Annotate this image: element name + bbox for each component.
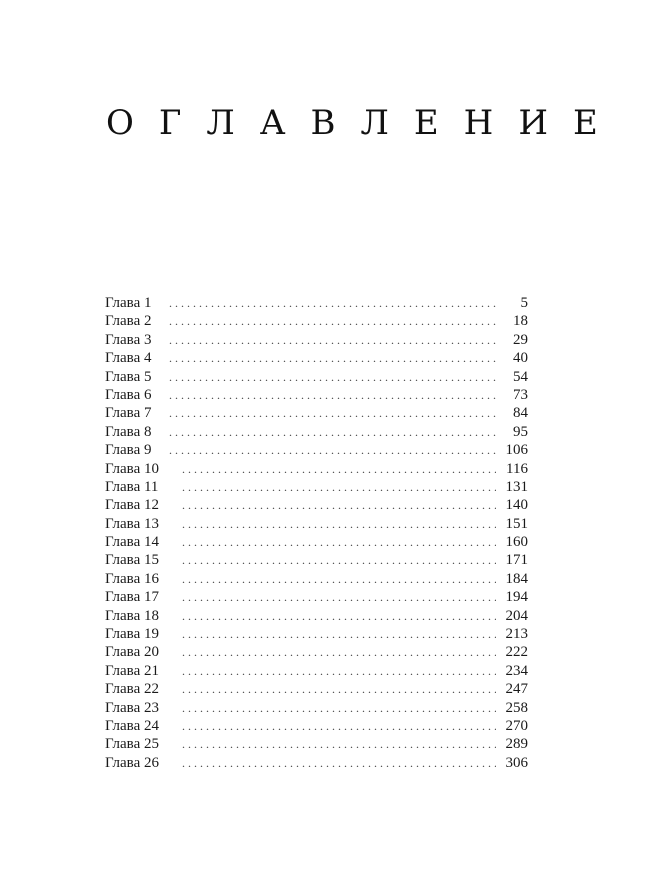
toc-entry-page: 184: [505, 570, 528, 587]
toc-entry-page: 306: [505, 754, 528, 771]
toc-entry-page: 29: [513, 331, 528, 348]
toc-leader-dots: [169, 349, 496, 367]
toc-entry-page: 5: [520, 295, 528, 311]
toc-leader-dots: [182, 754, 496, 772]
toc-entry-page: 194: [505, 589, 528, 606]
toc-entry[interactable]: [105, 294, 528, 312]
toc-entry-page: 84: [513, 405, 528, 422]
toc-entry[interactable]: [105, 368, 528, 386]
toc-entry[interactable]: [105, 643, 528, 661]
toc-entry-label: Глава 26: [105, 754, 159, 771]
toc-entry-label: Глава 13: [105, 515, 159, 532]
toc-entry[interactable]: [105, 625, 528, 643]
toc-entry[interactable]: [105, 312, 528, 330]
toc-entry[interactable]: [105, 735, 528, 753]
toc-entry-page: 73: [513, 386, 528, 403]
toc-entry-page: 116: [506, 460, 528, 477]
toc-entry-label: Глава 17: [105, 589, 159, 606]
toc-entry[interactable]: [105, 717, 528, 735]
toc-entry-page: 258: [505, 699, 528, 716]
toc-entry[interactable]: [105, 570, 528, 588]
toc-entry-page: 40: [513, 350, 528, 367]
toc-entry[interactable]: [105, 349, 528, 367]
toc-leader-dots: [182, 588, 496, 606]
toc-entry-page: 106: [505, 442, 528, 459]
toc-leader-dots: [182, 662, 496, 680]
toc-entry[interactable]: [105, 515, 528, 533]
toc-entry[interactable]: [105, 441, 528, 459]
toc-entry-label: Глава 20: [105, 644, 159, 661]
toc-entry-label: Глава 14: [105, 534, 159, 551]
toc-entry-page: 160: [505, 534, 528, 551]
toc-entry-label: Глава 11: [105, 478, 159, 495]
toc-leader-dots: [169, 368, 496, 386]
toc-leader-dots: [169, 441, 496, 459]
toc-leader-dots: [182, 643, 496, 661]
table-of-contents: [105, 294, 528, 772]
toc-leader-dots: [182, 460, 496, 478]
toc-entry[interactable]: [105, 588, 528, 606]
toc-entry-page: 222: [505, 644, 528, 661]
toc-leader-dots: [169, 423, 496, 441]
toc-leader-dots: [182, 551, 496, 569]
toc-entry-label: Глава 21: [105, 662, 159, 679]
toc-entry[interactable]: [105, 699, 528, 717]
toc-leader-dots: [169, 404, 496, 422]
toc-leader-dots: [169, 386, 496, 404]
toc-entry[interactable]: [105, 404, 528, 422]
toc-entry[interactable]: [105, 460, 528, 478]
toc-leader-dots: [182, 699, 496, 717]
toc-leader-dots: [182, 717, 496, 735]
toc-entry-label: Глава 15: [105, 552, 159, 569]
toc-leader-dots: [182, 607, 496, 625]
toc-leader-dots: [182, 496, 496, 514]
toc-entry-label: Глава 19: [105, 626, 159, 643]
toc-entry[interactable]: [105, 478, 528, 496]
toc-entry[interactable]: [105, 754, 528, 772]
toc-entry-label: Глава 8: [105, 423, 152, 440]
toc-entry-label: Глава 4: [105, 350, 152, 367]
toc-entry-label: Глава 12: [105, 497, 159, 514]
toc-entry-label: Глава 7: [105, 405, 152, 422]
page-title: ОГЛАВЛЕНИЕ: [106, 102, 623, 143]
toc-entry[interactable]: [105, 496, 528, 514]
toc-entry-label: Глава 2: [105, 313, 152, 330]
toc-entry-page: 18: [513, 313, 528, 330]
toc-leader-dots: [182, 533, 496, 551]
toc-entry-label: Глава 6: [105, 386, 152, 403]
toc-entry[interactable]: [105, 607, 528, 625]
toc-leader-dots: [169, 294, 496, 312]
toc-entry-page: 270: [505, 717, 528, 734]
toc-leader-dots: [182, 625, 496, 643]
toc-entry-page: 54: [513, 368, 528, 385]
toc-entry-label: Глава 1: [105, 295, 152, 311]
toc-entry-page: 131: [505, 478, 528, 495]
toc-entry[interactable]: [105, 551, 528, 569]
toc-entry-label: Глава 18: [105, 607, 159, 624]
toc-entry-label: Глава 9: [105, 442, 152, 459]
toc-leader-dots: [182, 478, 496, 496]
toc-leader-dots: [182, 515, 496, 533]
toc-entry-label: Глава 22: [105, 681, 159, 698]
toc-leader-dots: [182, 735, 496, 753]
toc-entry-page: 213: [505, 626, 528, 643]
toc-entry-page: 140: [505, 497, 528, 514]
toc-entry-page: 171: [505, 552, 528, 569]
toc-entry-label: Глава 23: [105, 699, 159, 716]
toc-entry-page: 247: [505, 681, 528, 698]
toc-entry-label: Глава 5: [105, 368, 152, 385]
toc-entry-label: Глава 3: [105, 331, 152, 348]
toc-leader-dots: [169, 331, 496, 349]
toc-entry-page: 95: [513, 423, 528, 440]
toc-entry-page: 234: [505, 662, 528, 679]
toc-entry[interactable]: [105, 533, 528, 551]
toc-entry-page: 289: [505, 736, 528, 753]
toc-entry-page: 151: [505, 515, 528, 532]
toc-leader-dots: [169, 312, 496, 330]
toc-leader-dots: [182, 570, 496, 588]
toc-entry[interactable]: [105, 423, 528, 441]
toc-entry[interactable]: [105, 662, 528, 680]
toc-entry-label: Глава 25: [105, 736, 159, 753]
toc-entry[interactable]: [105, 386, 528, 404]
toc-entry-label: Глава 10: [105, 460, 159, 477]
toc-entry[interactable]: [105, 331, 528, 349]
toc-leader-dots: [182, 680, 496, 698]
toc-entry-page: 204: [505, 607, 528, 624]
toc-entry-label: Глава 24: [105, 717, 159, 734]
toc-entry-label: Глава 16: [105, 570, 159, 587]
toc-entry[interactable]: [105, 680, 528, 698]
